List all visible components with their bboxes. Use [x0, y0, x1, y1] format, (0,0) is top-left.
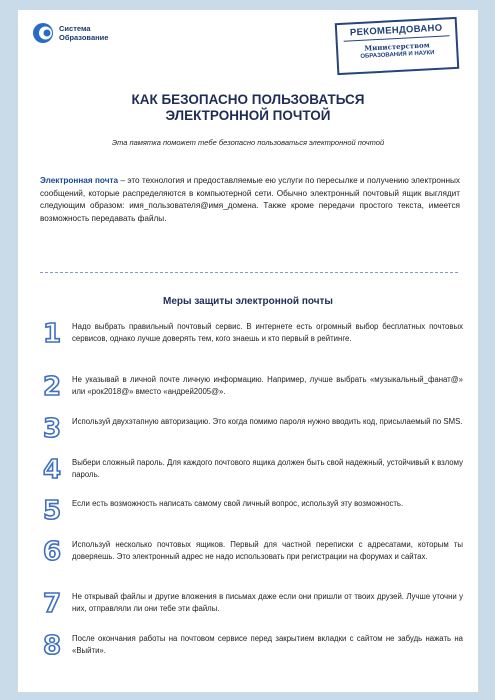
- item-number: 7: [42, 589, 62, 619]
- item-text: Выбери сложный пароль. Для каждого почтового ящика должен быть свой надежный, устойчивый к взлому пароль.: [72, 458, 463, 479]
- stamp-line2: ОБРАЗОВАНИЯ И НАУКИ: [360, 50, 435, 60]
- list-item: [38, 590, 463, 618]
- list-item: [38, 415, 463, 443]
- item-number: 5: [42, 496, 62, 526]
- list-item: [38, 373, 463, 401]
- intro-text: – это технология и предоставляемые ею услуги по пересылке и получению электронных сообщений, которые распределяются в компьютерной сети. Обычно электронный почтовый ящик выглядит следующим образом: имя_пользователя@имя_домена. Также кроме передачи простого текста, имеется возможность передавать файлы.: [40, 176, 461, 223]
- list-item: [38, 456, 463, 484]
- item-number: 4: [42, 455, 62, 485]
- logo-text: [59, 24, 108, 42]
- item-text: Используй несколько почтовых ящиков. Первый для частной переписки с адресатами, которым ты доверяешь. Это электронный адрес не надо использовать при регистрации на форумах и сайтах.: [72, 540, 463, 561]
- list-item: [38, 497, 463, 525]
- title-line2: ЭЛЕКТРОННОЙ ПОЧТОЙ: [165, 108, 331, 123]
- list-item: [38, 632, 463, 660]
- memo-sheet: [18, 10, 478, 692]
- item-number: 6: [42, 537, 62, 567]
- logo-mark-icon: [32, 22, 54, 44]
- section-title: Меры защиты электронной почты: [163, 296, 333, 307]
- title-line1: КАК БЕЗОПАСНО ПОЛЬЗОВАТЬСЯ: [131, 92, 365, 107]
- list-item: [38, 538, 463, 566]
- item-text: Если есть возможность написать самому свой личный вопрос, используй эту возможность.: [72, 499, 404, 508]
- item-number: 2: [42, 372, 62, 402]
- list-item: [38, 320, 463, 348]
- stamp-line1: Министерством: [364, 40, 430, 53]
- recommended-stamp: [335, 17, 460, 75]
- item-text: Надо выбрать правильный почтовый сервис. В интернете есть огромный выбор бесплатных почтовых сервисов, однако лучше доверять тем, кого знаешь и кто первый в рейтинге.: [72, 322, 463, 343]
- item-number: 8: [42, 631, 62, 661]
- item-text: Не указывай в личной почте личную информацию. Например, лучше выбрать «музыкальный_фанат@» или «рок2018@» вместо «андрей2005@».: [72, 375, 463, 396]
- item-text: После окончания работы на почтовом сервисе перед закрытием вкладки с сайтом не забудь нажать на «Выйти».: [72, 634, 463, 655]
- page-title: [18, 92, 478, 124]
- logo: [32, 22, 108, 44]
- item-number: 3: [42, 414, 62, 444]
- stamp-title: РЕКОМЕНДОВАНО: [343, 22, 450, 42]
- page-subtitle: Эта памятка поможет тебе безопасно пользоваться электронной почтой: [111, 138, 385, 147]
- intro-paragraph: [40, 175, 460, 225]
- intro-term: Электронная почта: [40, 176, 119, 185]
- divider: [40, 272, 458, 274]
- logo-line1: Система: [59, 24, 91, 33]
- logo-line2: Образование: [59, 33, 109, 42]
- item-text: Не открывай файлы и другие вложения в письмах даже если они пришли от твоих друзей. Лучше уточни у них, отправляли ли они тебе эти файлы.: [72, 592, 463, 613]
- item-text: Используй двухэтапную авторизацию. Это когда помимо пароля нужно вводить код, присылаемый по SMS.: [72, 417, 463, 426]
- item-number: 1: [42, 319, 62, 349]
